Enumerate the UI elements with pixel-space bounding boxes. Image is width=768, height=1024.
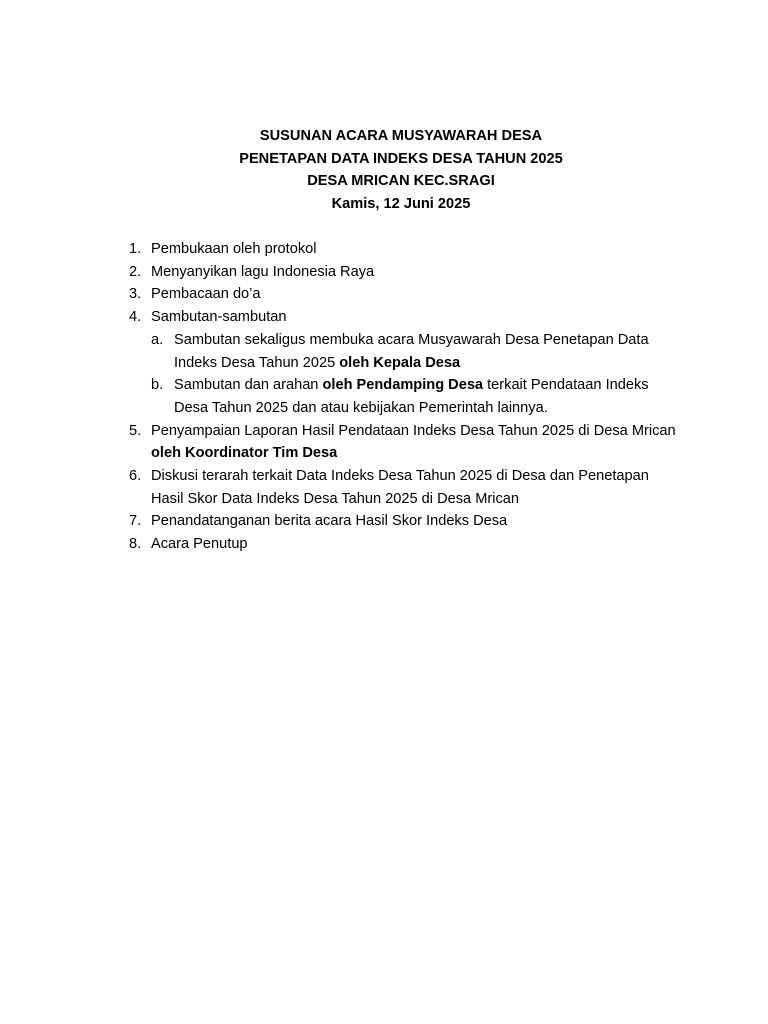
- agenda-sub-item-speaker: oleh Kepala Desa: [339, 354, 461, 371]
- agenda-sub-item-text-cont: Desa Tahun 2025 dan atau kebijakan Pemerintah lainnya.: [174, 399, 548, 416]
- agenda-item-number: 5.: [129, 422, 142, 439]
- agenda-item: [129, 283, 709, 306]
- agenda-item-text: Penyampaian Laporan Hasil Pendataan Indeks Desa Tahun 2025 di Desa Mrican: [151, 422, 676, 439]
- agenda-item-number: 4.: [129, 309, 142, 326]
- agenda-item-number: 8.: [129, 536, 142, 553]
- heading-location: DESA MRICAN KEC.SRAGI: [307, 173, 495, 190]
- heading-date: Kamis, 12 Juni 2025: [331, 196, 471, 213]
- agenda-sub-item-letter: a.: [151, 331, 164, 348]
- agenda-sub-item-text-cont: Indeks Desa Tahun 2025: [174, 354, 340, 371]
- agenda-item-text: Menyanyikan lagu Indonesia Raya: [151, 263, 375, 280]
- agenda-sub-item: [151, 374, 709, 419]
- agenda-item-number: 1.: [129, 241, 142, 257]
- agenda-sub-item-speaker: oleh Pendamping Desa: [322, 377, 484, 394]
- agenda-item-text: Diskusi terarah terkait Data Indeks Desa Tahun 2025 di Desa dan Penetapan: [151, 468, 649, 485]
- heading-subtitle: PENETAPAN DATA INDEKS DESA TAHUN 2025: [239, 150, 563, 167]
- agenda-item-text: Sambutan-sambutan: [151, 309, 287, 326]
- agenda-item-text: Penandatanganan berita acara Hasil Skor Indeks Desa: [151, 513, 508, 530]
- agenda-sub-item: [151, 329, 709, 374]
- agenda-item: [129, 533, 709, 556]
- agenda-item-number: 3.: [129, 286, 142, 303]
- agenda-list: [129, 238, 709, 556]
- agenda-item-text: Pembukaan oleh protokol: [151, 241, 317, 257]
- agenda-item-text-cont: Hasil Skor Data Indeks Desa Tahun 2025 di Desa Mrican: [151, 490, 520, 507]
- agenda-sub-item-letter: b.: [151, 377, 164, 394]
- agenda-sub-item-text: Sambutan dan arahan: [174, 377, 323, 394]
- agenda-item: [129, 261, 709, 284]
- agenda-item-number: 2.: [129, 263, 142, 280]
- agenda-item: [129, 306, 709, 420]
- document-heading: [100, 125, 702, 216]
- agenda-item: [129, 465, 709, 510]
- agenda-item-number: 6.: [129, 468, 142, 485]
- agenda-item-text: Acara Penutup: [151, 536, 248, 553]
- agenda-item: [129, 510, 709, 533]
- agenda-item: [129, 238, 709, 261]
- agenda-sub-item-text: Sambutan sekaligus membuka acara Musyawarah Desa Penetapan Data: [174, 331, 649, 348]
- heading-title: SUSUNAN ACARA MUSYAWARAH DESA: [259, 128, 543, 144]
- agenda-item-speaker: oleh Koordinator Tim Desa: [151, 445, 338, 462]
- agenda-item-number: 7.: [129, 513, 142, 530]
- agenda-item: [129, 420, 709, 465]
- agenda-item-text: Pembacaan do’a: [151, 286, 261, 303]
- agenda-sub-item-text-post: terkait Pendataan Indeks: [483, 377, 649, 394]
